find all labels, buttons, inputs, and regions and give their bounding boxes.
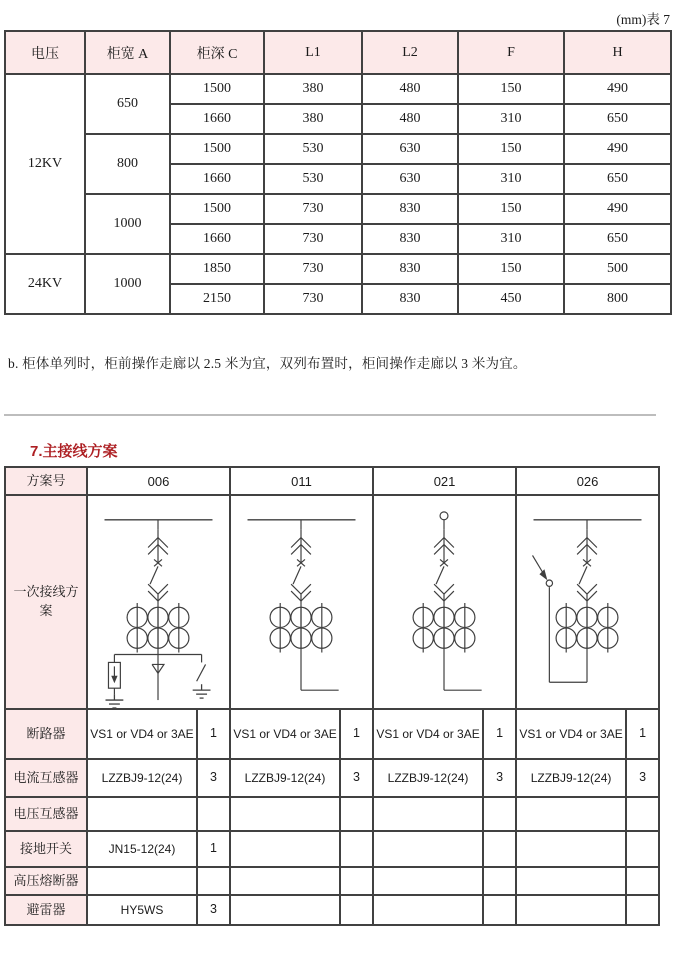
dim-cell: 450 xyxy=(458,284,564,314)
dim-cell: 310 xyxy=(458,164,564,194)
component-label-cell: 接地开关 xyxy=(5,831,87,867)
component-model-cell: VS1 or VD4 or 3AE xyxy=(87,709,197,759)
dim-cell: 490 xyxy=(564,194,671,224)
diagram-006 xyxy=(88,496,229,708)
component-model-cell xyxy=(516,797,626,831)
component-qty-cell: 1 xyxy=(626,709,659,759)
dim-cell: 150 xyxy=(458,194,564,224)
component-label-cell: 高压熔断器 xyxy=(5,867,87,895)
dim-col-header: L2 xyxy=(362,31,458,74)
component-label-cell: 电流互感器 xyxy=(5,759,87,797)
diagram-021 xyxy=(374,496,515,708)
dim-col-header: F xyxy=(458,31,564,74)
dim-col-header: 柜宽 A xyxy=(85,31,170,74)
component-model-cell: HY5WS xyxy=(87,895,197,925)
single-line-diagram-011 xyxy=(230,495,373,709)
component-qty-cell xyxy=(626,831,659,867)
diagram-011 xyxy=(231,496,372,708)
component-model-cell xyxy=(516,831,626,867)
component-qty-cell xyxy=(626,797,659,831)
single-line-diagram-006 xyxy=(87,495,230,709)
dim-cell: 730 xyxy=(264,194,362,224)
dim-cell: 800 xyxy=(564,284,671,314)
unit-note: (mm)表 7 xyxy=(616,12,670,27)
component-label-cell: 避雷器 xyxy=(5,895,87,925)
dim-cell: 1660 xyxy=(170,164,264,194)
component-model-cell xyxy=(373,867,483,895)
note-text: b. 柜体单列时，柜前操作走廊以 2.5 米为宜，双列布置时，柜间操作走廊以 3 米为宜。 xyxy=(8,356,527,371)
component-qty-cell: 1 xyxy=(340,709,373,759)
component-model-cell xyxy=(87,867,197,895)
component-qty-cell: 1 xyxy=(197,709,230,759)
dim-cell: 730 xyxy=(264,254,362,284)
dim-cell: 630 xyxy=(362,134,458,164)
single-line-diagram-026 xyxy=(516,495,659,709)
component-qty-cell xyxy=(340,895,373,925)
dim-col-header: 电压 xyxy=(5,31,85,74)
component-qty-cell: 3 xyxy=(626,759,659,797)
scheme-number-cell: 021 xyxy=(373,467,516,495)
dim-cell: 480 xyxy=(362,74,458,104)
dim-cell: 650 xyxy=(564,104,671,134)
dim-cell: 150 xyxy=(458,254,564,284)
dim-cell: 830 xyxy=(362,284,458,314)
component-qty-cell xyxy=(340,831,373,867)
component-model-cell: JN15-12(24) xyxy=(87,831,197,867)
dim-col-header: 柜深 C xyxy=(170,31,264,74)
component-qty-cell xyxy=(483,831,516,867)
component-model-cell xyxy=(230,895,340,925)
dim-cell: 1660 xyxy=(170,104,264,134)
dim-cell: 530 xyxy=(264,164,362,194)
component-model-cell: LZZBJ9-12(24) xyxy=(87,759,197,797)
component-qty-cell xyxy=(483,797,516,831)
dim-cell: 730 xyxy=(264,284,362,314)
component-qty-cell xyxy=(483,867,516,895)
component-qty-cell: 1 xyxy=(197,831,230,867)
dim-cell: 830 xyxy=(362,254,458,284)
component-label-cell: 断路器 xyxy=(5,709,87,759)
component-model-cell xyxy=(516,895,626,925)
scheme-number-cell: 011 xyxy=(230,467,373,495)
component-qty-cell xyxy=(340,797,373,831)
width-cell: 1000 xyxy=(85,254,170,314)
dim-cell: 490 xyxy=(564,134,671,164)
component-qty-cell xyxy=(626,895,659,925)
dim-cell: 1660 xyxy=(170,224,264,254)
component-model-cell xyxy=(230,797,340,831)
voltage-cell: 12KV xyxy=(5,74,85,254)
dim-cell: 310 xyxy=(458,104,564,134)
component-model-cell: VS1 or VD4 or 3AE xyxy=(230,709,340,759)
component-model-cell: LZZBJ9-12(24) xyxy=(373,759,483,797)
dim-cell: 650 xyxy=(564,224,671,254)
dim-cell: 310 xyxy=(458,224,564,254)
component-model-cell xyxy=(230,867,340,895)
component-qty-cell: 3 xyxy=(197,895,230,925)
component-model-cell: VS1 or VD4 or 3AE xyxy=(516,709,626,759)
component-model-cell: VS1 or VD4 or 3AE xyxy=(373,709,483,759)
scheme-table xyxy=(4,466,660,926)
scheme-number-cell: 026 xyxy=(516,467,659,495)
dim-cell: 1850 xyxy=(170,254,264,284)
dim-cell: 480 xyxy=(362,104,458,134)
dim-cell: 1500 xyxy=(170,194,264,224)
dim-cell: 830 xyxy=(362,194,458,224)
single-line-diagram-021 xyxy=(373,495,516,709)
dim-cell: 650 xyxy=(564,164,671,194)
component-model-cell: LZZBJ9-12(24) xyxy=(230,759,340,797)
component-label-cell: 电压互感器 xyxy=(5,797,87,831)
diagram-row-label: 一次接线方案 xyxy=(5,495,87,709)
dim-cell: 380 xyxy=(264,104,362,134)
width-cell: 650 xyxy=(85,74,170,134)
dim-cell: 630 xyxy=(362,164,458,194)
width-cell: 800 xyxy=(85,134,170,194)
component-model-cell xyxy=(373,831,483,867)
dim-cell: 380 xyxy=(264,74,362,104)
component-model-cell xyxy=(373,895,483,925)
diagram-026 xyxy=(517,496,658,708)
voltage-cell: 24KV xyxy=(5,254,85,314)
dim-col-header: L1 xyxy=(264,31,362,74)
component-qty-cell: 1 xyxy=(483,709,516,759)
width-cell: 1000 xyxy=(85,194,170,254)
component-qty-cell xyxy=(340,867,373,895)
component-qty-cell: 3 xyxy=(483,759,516,797)
component-qty-cell: 3 xyxy=(197,759,230,797)
component-qty-cell xyxy=(483,895,516,925)
component-model-cell: LZZBJ9-12(24) xyxy=(516,759,626,797)
component-qty-cell xyxy=(626,867,659,895)
dim-cell: 1500 xyxy=(170,134,264,164)
component-model-cell xyxy=(87,797,197,831)
component-qty-cell xyxy=(197,867,230,895)
dim-cell: 500 xyxy=(564,254,671,284)
dim-cell: 830 xyxy=(362,224,458,254)
dim-cell: 530 xyxy=(264,134,362,164)
dim-cell: 2150 xyxy=(170,284,264,314)
dim-cell: 150 xyxy=(458,134,564,164)
dimension-table xyxy=(4,30,672,315)
component-qty-cell: 3 xyxy=(340,759,373,797)
component-model-cell xyxy=(230,831,340,867)
section-heading: 7.主接线方案 xyxy=(30,443,118,460)
scheme-corner-label: 方案号 xyxy=(5,467,87,495)
dim-cell: 1500 xyxy=(170,74,264,104)
scheme-number-cell: 006 xyxy=(87,467,230,495)
dim-cell: 490 xyxy=(564,74,671,104)
component-qty-cell xyxy=(197,797,230,831)
dim-col-header: H xyxy=(564,31,671,74)
dim-cell: 150 xyxy=(458,74,564,104)
component-model-cell xyxy=(373,797,483,831)
dim-cell: 730 xyxy=(264,224,362,254)
component-model-cell xyxy=(516,867,626,895)
section-divider xyxy=(4,414,656,416)
